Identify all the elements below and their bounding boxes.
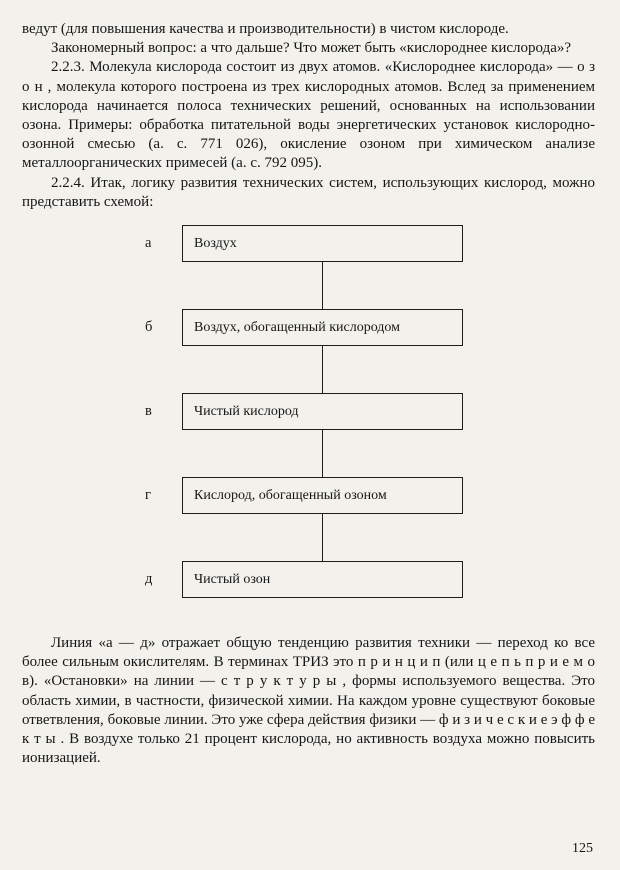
diagram-connector bbox=[322, 514, 323, 561]
diagram-box-text: Воздух bbox=[194, 235, 237, 251]
diagram-box bbox=[182, 309, 463, 346]
diagram-row-b bbox=[145, 309, 595, 346]
diagram-box bbox=[182, 477, 463, 514]
oxygen-development-diagram bbox=[145, 225, 595, 598]
diagram-row-d bbox=[145, 561, 595, 598]
paragraph: ведут (для повышения качества и производительности) в чистом кислороде. bbox=[22, 21, 509, 37]
diagram-box bbox=[182, 225, 463, 262]
diagram-box-text: Чистый озон bbox=[194, 571, 271, 587]
diagram-box-text: Чистый кислород bbox=[194, 403, 299, 419]
diagram-box-text: Кислород, обогащенный озоном bbox=[194, 487, 387, 503]
diagram-row-label: б bbox=[145, 318, 153, 335]
paragraph-section-2-2-3: 2.2.3. Молекула кислорода состоит из двух атомов. «Кислороднее кислорода» — о з о н , молекула которого построена из трех кислородных атомов. Вслед за применением кислорода начинается полоса технических решений, основанных на использовании озона. Примеры: обработка питательной воды энергетических установок кислородно-озонной смесью (а. с. 771 026), окисление озоном при химическом анализе металлоорганических примесей (а. с. 792 095). bbox=[22, 59, 595, 172]
diagram-row-label: г bbox=[145, 486, 151, 503]
paragraph-conclusion: Линия «а — д» отражает общую тенденцию развития техники — переход ко все более сильным окислителям. В терминах ТРИЗ это п р и н ц и п (или ц е п ь п р и е м о в). «Остановки» на линии — с т р у к т у р ы , формы используемого вещества. Это область химии, в частности, физической химии. На каждом уровне существуют боковые ответвления, боковые линии. Это уже сфера действия физики — ф и з и ч е с к и е э ф ф е к т ы . В воздухе только 21 процент кислорода, но активность воздуха можно повысить ионизацией. bbox=[22, 635, 595, 767]
diagram-row-label: д bbox=[145, 570, 153, 587]
diagram-connector bbox=[322, 262, 323, 309]
diagram-box bbox=[182, 393, 463, 430]
diagram-connector bbox=[322, 346, 323, 393]
diagram-row-label: а bbox=[145, 234, 152, 251]
diagram-connector bbox=[322, 430, 323, 477]
diagram-box bbox=[182, 561, 463, 598]
diagram-row-v bbox=[145, 393, 595, 430]
diagram-row-a bbox=[145, 225, 595, 262]
diagram-box-text: Воздух, обогащенный кислородом bbox=[194, 319, 401, 335]
diagram-row-g bbox=[145, 477, 595, 514]
diagram-row-label: в bbox=[145, 402, 152, 419]
paragraph-section-2-2-4: 2.2.4. Итак, логику развития технических систем, использующих кислород, можно представить схемой: bbox=[22, 174, 595, 210]
paragraph: Закономерный вопрос: а что дальше? Что может быть «кислороднее кислорода»? bbox=[51, 40, 572, 57]
page-number: 125 bbox=[572, 841, 593, 856]
